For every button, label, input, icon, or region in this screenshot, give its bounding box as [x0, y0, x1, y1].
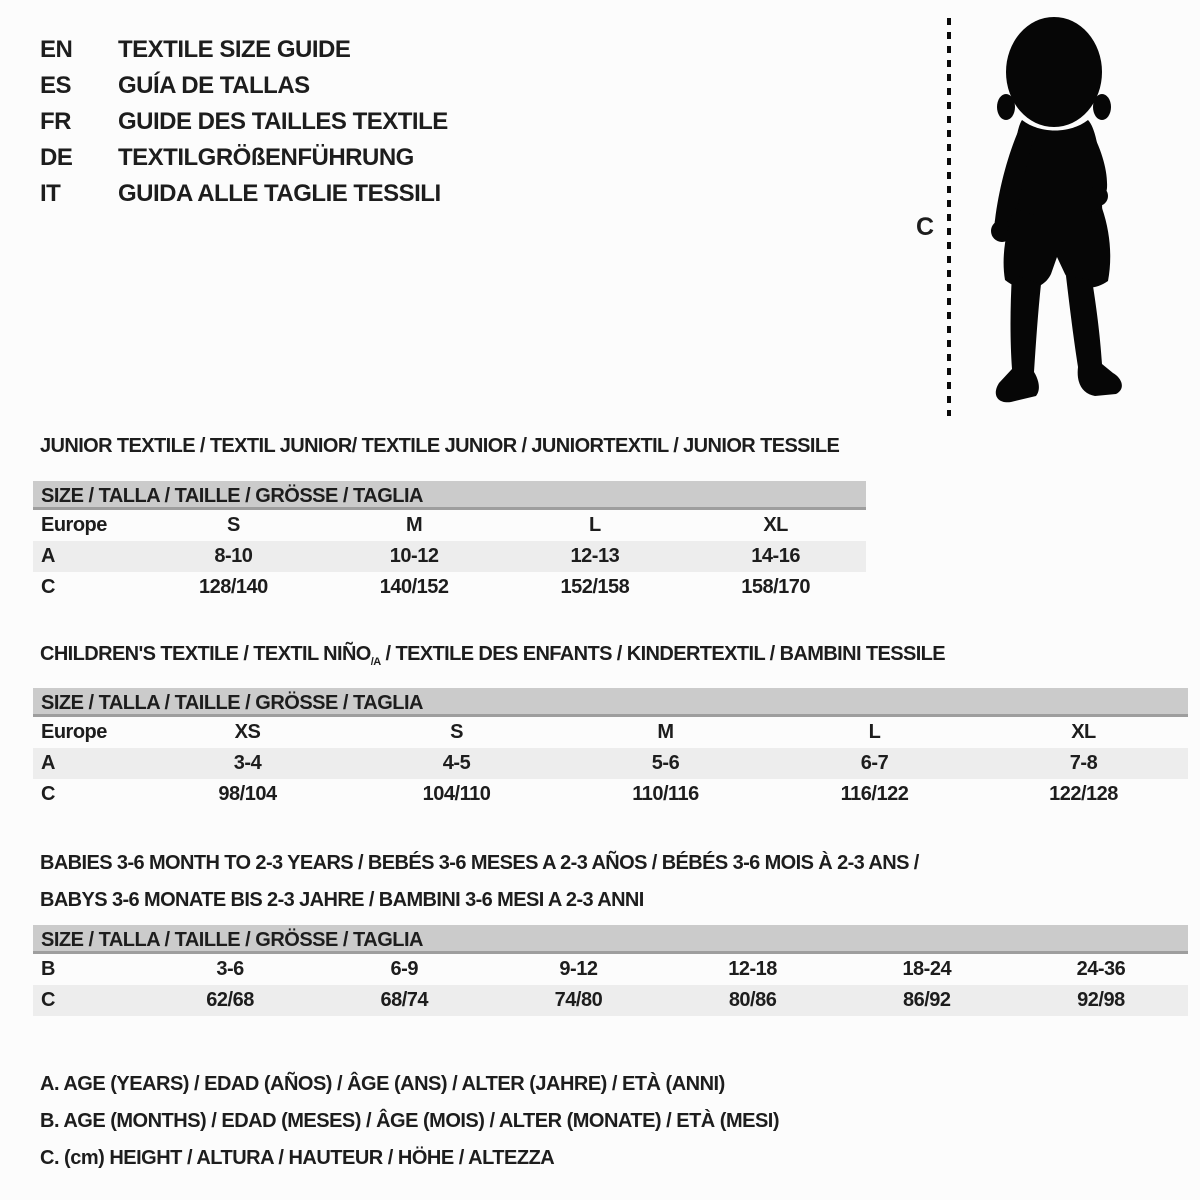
table-cell: 122/128	[1049, 783, 1118, 805]
table-cell: 9-12	[559, 958, 598, 980]
baby-silhouette-icon	[965, 12, 1145, 422]
title-line: BABIES 3-6 MONTH TO 2-3 YEARS / BEBÉS 3-6 MESES A 2-3 AÑOS / BÉBÉS 3-6 MOIS À 2-3 ANS /	[40, 852, 919, 874]
row-label: A	[41, 752, 55, 774]
table-cell: 68/74	[380, 989, 429, 1011]
table-cell: 14-16	[751, 545, 800, 567]
legend	[40, 1066, 779, 1177]
row-label: C	[41, 576, 55, 598]
row-label: Europe	[41, 721, 107, 743]
table-cell: XS	[234, 721, 261, 743]
table-cell: 104/110	[422, 783, 491, 805]
table-cell: 86/92	[902, 989, 951, 1011]
guide-title: GUIDA ALLE TAGLIE TESSILI	[118, 180, 441, 207]
table-row-europe	[33, 510, 866, 541]
table-row-a	[33, 541, 866, 572]
table-cell: 24-36	[1076, 958, 1126, 980]
row-label: Europe	[41, 514, 107, 536]
table-size-header: SIZE / TALLA / TAILLE / GRÖSSE / TAGLIA	[33, 925, 1188, 954]
table-cell: 98/104	[218, 783, 277, 805]
babies-table-title	[40, 845, 919, 919]
table-cell: L	[868, 721, 881, 743]
height-measure-label: C	[916, 213, 934, 241]
table-cell: 6-7	[860, 752, 889, 774]
list-item	[40, 176, 448, 212]
table-cell: 12-18	[728, 958, 777, 980]
guide-title: GUÍA DE TALLAS	[118, 72, 310, 99]
table-cell: S	[450, 721, 463, 743]
table-cell: XL	[763, 514, 788, 536]
table-cell: 110/116	[632, 783, 699, 805]
table-cell: L	[589, 514, 601, 536]
table-cell: 116/122	[840, 783, 909, 805]
table-cell: 80/86	[728, 989, 777, 1011]
table-row-b	[33, 954, 1188, 985]
language-code: ES	[40, 72, 72, 99]
language-code: DE	[40, 144, 73, 171]
language-code: IT	[40, 180, 61, 207]
language-title-list	[40, 32, 448, 212]
table-cell: 4-5	[442, 752, 471, 774]
table-row-c	[33, 985, 1188, 1016]
table-cell: 152/158	[560, 576, 630, 598]
babies-size-table	[33, 925, 1188, 1016]
legend-line-a: A. AGE (YEARS) / EDAD (AÑOS) / ÂGE (ANS) / ALTER (JAHRE) / ETÀ (ANNI)	[40, 1073, 725, 1095]
table-row-a	[33, 748, 1188, 779]
row-label: C	[41, 989, 55, 1011]
title-line: BABYS 3-6 MONATE BIS 2-3 JAHRE / BAMBINI 3-6 MESI A 2-3 ANNI	[40, 889, 644, 911]
table-cell: 12-13	[570, 545, 620, 567]
table-cell: 5-6	[651, 752, 680, 774]
table-row-c	[33, 572, 866, 603]
list-item	[40, 140, 448, 176]
height-measure-line	[946, 18, 952, 416]
row-label: C	[41, 783, 55, 805]
table-cell: 74/80	[554, 989, 603, 1011]
guide-title: TEXTILE SIZE GUIDE	[118, 36, 351, 63]
legend-line-c: C. (cm) HEIGHT / ALTURA / HAUTEUR / HÖHE / ALTEZZA	[40, 1147, 555, 1169]
table-cell: M	[406, 514, 423, 536]
table-cell: S	[226, 514, 240, 536]
table-cell: 158/170	[741, 576, 811, 598]
language-code: EN	[40, 36, 73, 63]
table-cell: 140/152	[379, 576, 449, 598]
table-cell: XL	[1071, 721, 1096, 743]
table-size-header: SIZE / TALLA / TAILLE / GRÖSSE / TAGLIA	[33, 688, 1188, 717]
table-cell: 6-9	[390, 958, 418, 980]
children-table-title	[40, 642, 945, 675]
row-label: B	[41, 958, 55, 980]
title-subscript: /A	[370, 656, 381, 668]
title-text: CHILDREN'S TEXTILE / TEXTIL NIÑO	[40, 643, 371, 665]
table-cell: M	[657, 721, 674, 743]
children-size-table	[33, 688, 1188, 810]
table-cell: 62/68	[206, 989, 254, 1011]
list-item	[40, 104, 448, 140]
table-row-c	[33, 779, 1188, 810]
table-cell: 10-12	[389, 545, 439, 567]
table-cell: 92/98	[1077, 989, 1125, 1011]
list-item	[40, 68, 448, 104]
legend-line-b: B. AGE (MONTHS) / EDAD (MESES) / ÂGE (MOIS) / ALTER (MONATE) / ETÀ (MESI)	[40, 1110, 780, 1132]
guide-title: TEXTILGRÖßENFÜHRUNG	[118, 144, 414, 171]
row-label: A	[41, 545, 55, 567]
table-row-europe	[33, 717, 1188, 748]
guide-title: GUIDE DES TAILLES TEXTILE	[118, 108, 448, 135]
language-code: FR	[40, 108, 71, 135]
table-cell: 3-4	[233, 752, 262, 774]
table-cell: 18-24	[902, 958, 952, 980]
junior-table-title: JUNIOR TEXTILE / TEXTIL JUNIOR/ TEXTILE JUNIOR / JUNIORTEXTIL / JUNIOR TESSILE	[40, 435, 840, 457]
title-text: / TEXTILE DES ENFANTS / KINDERTEXTIL / BAMBINI TESSILE	[380, 643, 946, 665]
table-cell: 8-10	[214, 545, 253, 567]
list-item	[40, 32, 448, 68]
table-cell: 3-6	[216, 958, 244, 980]
table-cell: 7-8	[1069, 752, 1098, 774]
table-cell: 128/140	[198, 576, 268, 598]
table-size-header: SIZE / TALLA / TAILLE / GRÖSSE / TAGLIA	[33, 481, 866, 510]
junior-size-table	[33, 481, 866, 603]
